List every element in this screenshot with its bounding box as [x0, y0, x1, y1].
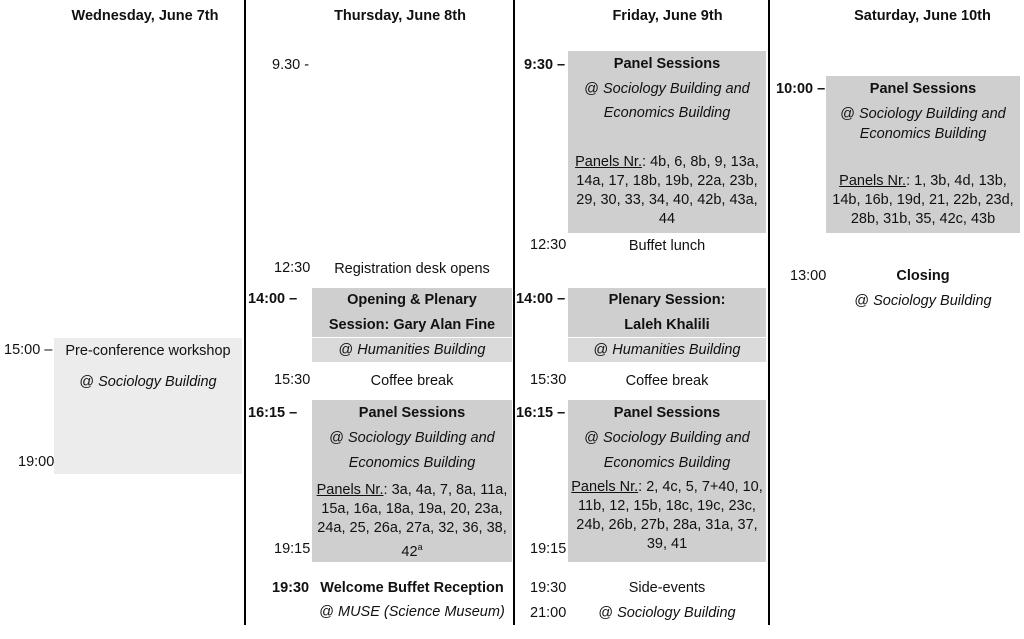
- panels-values: 2, 4c, 5, 7+40, 10,: [646, 479, 763, 495]
- fri-panels1-title: Panel Sessions: [613, 56, 721, 72]
- sat-panels-title: Panel Sessions: [869, 81, 977, 97]
- fri-panels2-time: 16:15 –: [516, 405, 566, 421]
- divider-wed-thu: [244, 0, 246, 625]
- location-text: Sociology Building: [873, 293, 992, 309]
- location-text: Sociology Building: [98, 374, 217, 390]
- sat-closing-location: [826, 289, 1020, 313]
- thu-opening-location: [312, 338, 512, 362]
- fri-panels2-list: [568, 478, 766, 554]
- panels-line: 14a, 17, 18b, 19b, 22a, 23b,: [576, 173, 758, 189]
- panels-colon: :: [638, 479, 643, 495]
- fri-panels2-location-1: [568, 426, 766, 450]
- at-sign: @: [338, 342, 354, 358]
- sat-panels-list: [826, 172, 1020, 229]
- panels-line: [568, 153, 766, 172]
- panels-line: 29, 30, 33, 34, 40, 42b, 43a,: [576, 192, 758, 208]
- thu-panels-title: Panel Sessions: [358, 405, 466, 421]
- thu-opening-title-2: Session: Gary Alan Fine: [328, 317, 496, 333]
- panels-line: 24a, 25, 26a, 27a, 32, 36, 38,: [317, 520, 507, 536]
- thu-coffee-time: 15:30: [274, 372, 311, 388]
- workshop-title: Pre-conference workshop: [65, 343, 231, 359]
- thu-reception-location: [312, 600, 512, 624]
- thu-panels-end-time: 19:15: [274, 541, 311, 557]
- panels-line: [312, 538, 512, 562]
- at-sign: @: [593, 342, 609, 358]
- day-header-saturday: Saturday, June 10th: [854, 8, 991, 24]
- panels-line: [826, 172, 1020, 191]
- location-text: Sociology Building and: [603, 430, 750, 446]
- thu-panels-list: [312, 481, 512, 562]
- thu-panels-time: 16:15 –: [248, 405, 298, 421]
- fri-side-time-start: 19:30: [530, 580, 567, 596]
- fri-plenary-title-2: Laleh Khalili: [624, 317, 710, 333]
- day-header-thursday: Thursday, June 8th: [334, 8, 466, 24]
- at-sign: @: [319, 604, 334, 620]
- panels-colon: :: [906, 173, 911, 189]
- sat-panels-location-2: Economics Building: [859, 126, 987, 142]
- divider-fri-sat: [768, 0, 770, 625]
- fri-panels1-list: [568, 153, 766, 229]
- panels-line: [312, 481, 512, 500]
- at-sign: @: [598, 605, 614, 621]
- panels-values: 3a, 4a, 7, 8a, 11a,: [391, 482, 508, 498]
- fri-plenary-time: 14:00 –: [516, 291, 566, 307]
- fri-lunch-time: 12:30: [530, 237, 567, 253]
- panels-line: 44: [658, 211, 676, 227]
- fri-plenary-title-1: Plenary Session:: [608, 292, 726, 308]
- workshop-end-time: 19:00: [18, 454, 55, 470]
- at-sign: @: [79, 374, 95, 390]
- workshop-start-time: 15:00 –: [4, 342, 53, 358]
- thu-coffee-text: Coffee break: [370, 373, 454, 389]
- location-text: Humanities Building: [612, 342, 741, 358]
- thu-opening-time: 14:00 –: [248, 291, 298, 307]
- fri-panels1-location-1: [568, 77, 766, 101]
- at-sign: @: [329, 430, 344, 446]
- thu-time-930: 9.30 -: [272, 57, 310, 73]
- location-text: Sociology Building: [617, 605, 736, 621]
- day-header-friday: Friday, June 9th: [612, 8, 723, 24]
- fri-coffee-text: Coffee break: [625, 373, 709, 389]
- panels-label: Panels Nr.: [839, 173, 907, 189]
- fri-panels1-location-2: Economics Building: [603, 105, 731, 121]
- sat-panels-time: 10:00 –: [776, 81, 826, 97]
- panels-label: Panels Nr.: [571, 479, 639, 495]
- fri-panels2-title: Panel Sessions: [613, 405, 721, 421]
- panels-line: 15a, 16a, 18a, 19a, 20, 23a,: [321, 501, 503, 517]
- fri-side-title: Side-events: [628, 580, 706, 596]
- panels-line: 24b, 26b, 27b, 28a, 31a, 37,: [576, 517, 758, 533]
- panels-label: Panels Nr.: [316, 482, 384, 498]
- thu-registration-text: Registration desk opens: [334, 261, 490, 277]
- at-sign: @: [584, 430, 599, 446]
- location-text: Sociology Building and: [603, 81, 750, 97]
- panels-values: 42: [401, 543, 418, 560]
- location-text: Sociology Building and: [348, 430, 495, 446]
- thu-panels-location-1: [312, 426, 512, 450]
- thu-opening-title-1: Opening & Plenary: [347, 292, 477, 308]
- panels-line: 11b, 12, 15b, 18c, 19c, 23c,: [578, 498, 756, 514]
- panels-colon: :: [383, 482, 388, 498]
- at-sign: @: [840, 106, 855, 122]
- divider-thu-fri: [513, 0, 515, 625]
- thu-reception-title: Welcome Buffet Reception: [320, 580, 504, 596]
- thu-panels-location-2: Economics Building: [348, 455, 476, 471]
- fri-panels2-end-time: 19:15: [530, 541, 567, 557]
- location-text: Sociology Building and: [859, 106, 1006, 122]
- fri-side-time-end: 21:00: [530, 605, 567, 621]
- fri-coffee-time: 15:30: [530, 372, 567, 388]
- fri-side-location: [568, 601, 766, 625]
- panels-line: 14b, 16b, 19d, 21, 22b, 23d,: [832, 192, 1014, 208]
- location-text: Humanities Building: [357, 342, 486, 358]
- panels-values: 4b, 6, 8b, 9, 13a,: [650, 154, 759, 170]
- panels-values: 1, 3b, 4d, 13b,: [914, 173, 1007, 189]
- fri-panels1-time: 9:30 –: [524, 57, 566, 73]
- day-header-wednesday: Wednesday, June 7th: [71, 8, 219, 24]
- panels-line: 39, 41: [646, 536, 688, 552]
- panels-label: Panels Nr.: [575, 154, 642, 170]
- at-sign: @: [584, 81, 599, 97]
- fri-panels2-location-2: Economics Building: [603, 455, 731, 471]
- thu-reception-time: 19:30: [272, 580, 310, 596]
- footnote-mark: a: [417, 542, 423, 552]
- sat-closing-time: 13:00: [790, 268, 827, 284]
- location-text: MUSE (Science Museum): [337, 604, 505, 620]
- panels-colon: :: [642, 154, 647, 170]
- sat-closing-title: Closing: [896, 268, 950, 284]
- panels-line: 28b, 31b, 35, 42c, 43b: [850, 211, 996, 227]
- at-sign: @: [854, 293, 870, 309]
- fri-plenary-location: [568, 338, 766, 362]
- thu-registration-time: 12:30: [274, 260, 311, 276]
- fri-lunch-text: Buffet lunch: [628, 238, 706, 254]
- workshop-location: [54, 370, 242, 394]
- panels-line: [568, 478, 766, 497]
